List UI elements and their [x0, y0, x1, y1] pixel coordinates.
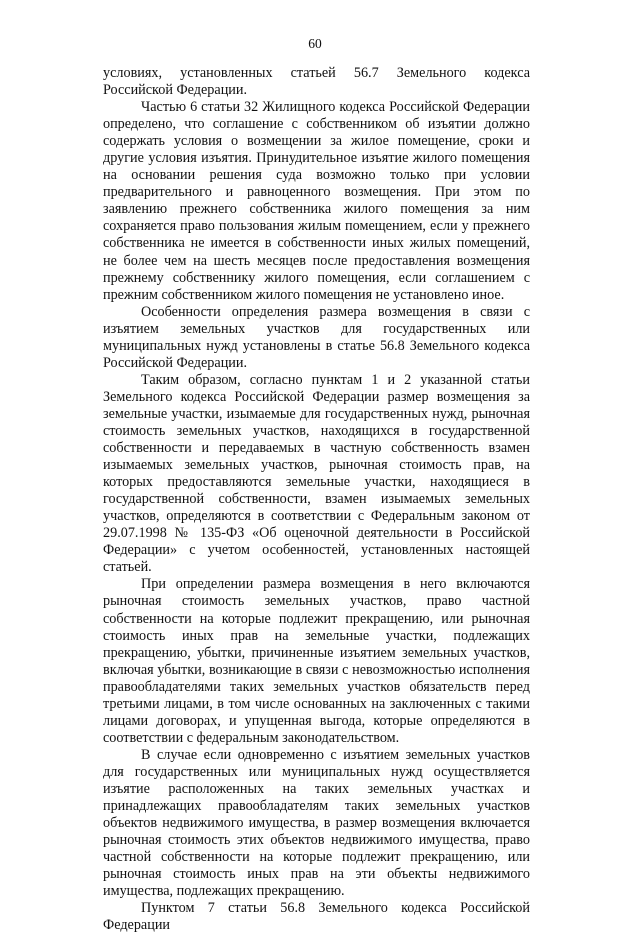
paragraph-compensation-inclusion: При определении размера возмещения в него включаются рыночная стоимость земельных участков, право частной собственности на которые подлежит прекращению, или рыночная стоимость иных прав на земельные участки, подлежащих прекращению, убытки, причиненные изъятием земельных участков, включая убытки, возникающие в связи с невозможностью исполнения правообладателями таких земельных участков обязательств перед третьими лицами, в том числе основанных на заключенных с такими лицами договорах, и упущенная выгода, которые определяются в соответствии с федеральным законодательством.: [103, 576, 530, 746]
paragraph-housing-code: Частью 6 статьи 32 Жилищного кодекса Российской Федерации определено, что соглашение с собственником об изъятии должно содержать условия о возмещении за жилое помещение, сроки и другие условия изъятия. Принудительное изъятие жилого помещения на основании решения суда возможно только при условии предварительного и равноценного возмещения. При этом по заявлению прежнего собственника жилого помещения за ним сохраняется право пользования жилым помещением, если у прежнего собственника не имеется в собственности иных жилых помещений, не более чем на шесть месяцев после предоставления возмещения прежнему собственнику жилого помещения, если соглашением с прежним собственником жилого помещения не установлено иное.: [103, 99, 530, 303]
page-number: 60: [308, 36, 322, 51]
paragraph-continuation: условиях, установленных статьей 56.7 Земельного кодекса Российской Федерации.: [103, 65, 530, 99]
paragraph-market-value: Таким образом, согласно пунктам 1 и 2 указанной статьи Земельного кодекса Российской Федерации размер возмещения за земельные участки, изымаемые для государственных нужд, рыночная стоимость земельных участков, находящихся в государственной собственности и передаваемых в частную собственность взамен изымаемых земельных участков, рыночная стоимость прав, на которых предоставляются земельные участки, находящиеся в государственной собственности, взамен изымаемых земельных участков, определяются в соответствии с Федеральным законом от 29.07.1998 № 135-ФЗ «Об оценочной деятельности в Российской Федерации» с учетом особенностей, установленных настоящей статьей.: [103, 371, 530, 576]
paragraph-clause-7: Пунктом 7 статьи 56.8 Земельного кодекса Российской Федерации: [103, 900, 530, 934]
body-text: [103, 65, 530, 934]
paragraph-compensation-features: Особенности определения размера возмещения в связи с изъятием земельных участков для государственных или муниципальных нужд установлены в статье 56.8 Земельного кодекса Российской Федерации.: [103, 303, 530, 371]
paragraph-real-estate-objects: В случае если одновременно с изъятием земельных участков для государственных или муниципальных нужд осуществляется изъятие расположенных на таких земельных участках и принадлежащих правообладателям таких земельных участков объектов недвижимого имущества, в размер возмещения включается рыночная стоимость этих объектов недвижимого имущества, право частной собственности на которые подлежит прекращению, или рыночная стоимость иных прав на эти объекты недвижимого имущества, подлежащих прекращению.: [103, 746, 530, 900]
